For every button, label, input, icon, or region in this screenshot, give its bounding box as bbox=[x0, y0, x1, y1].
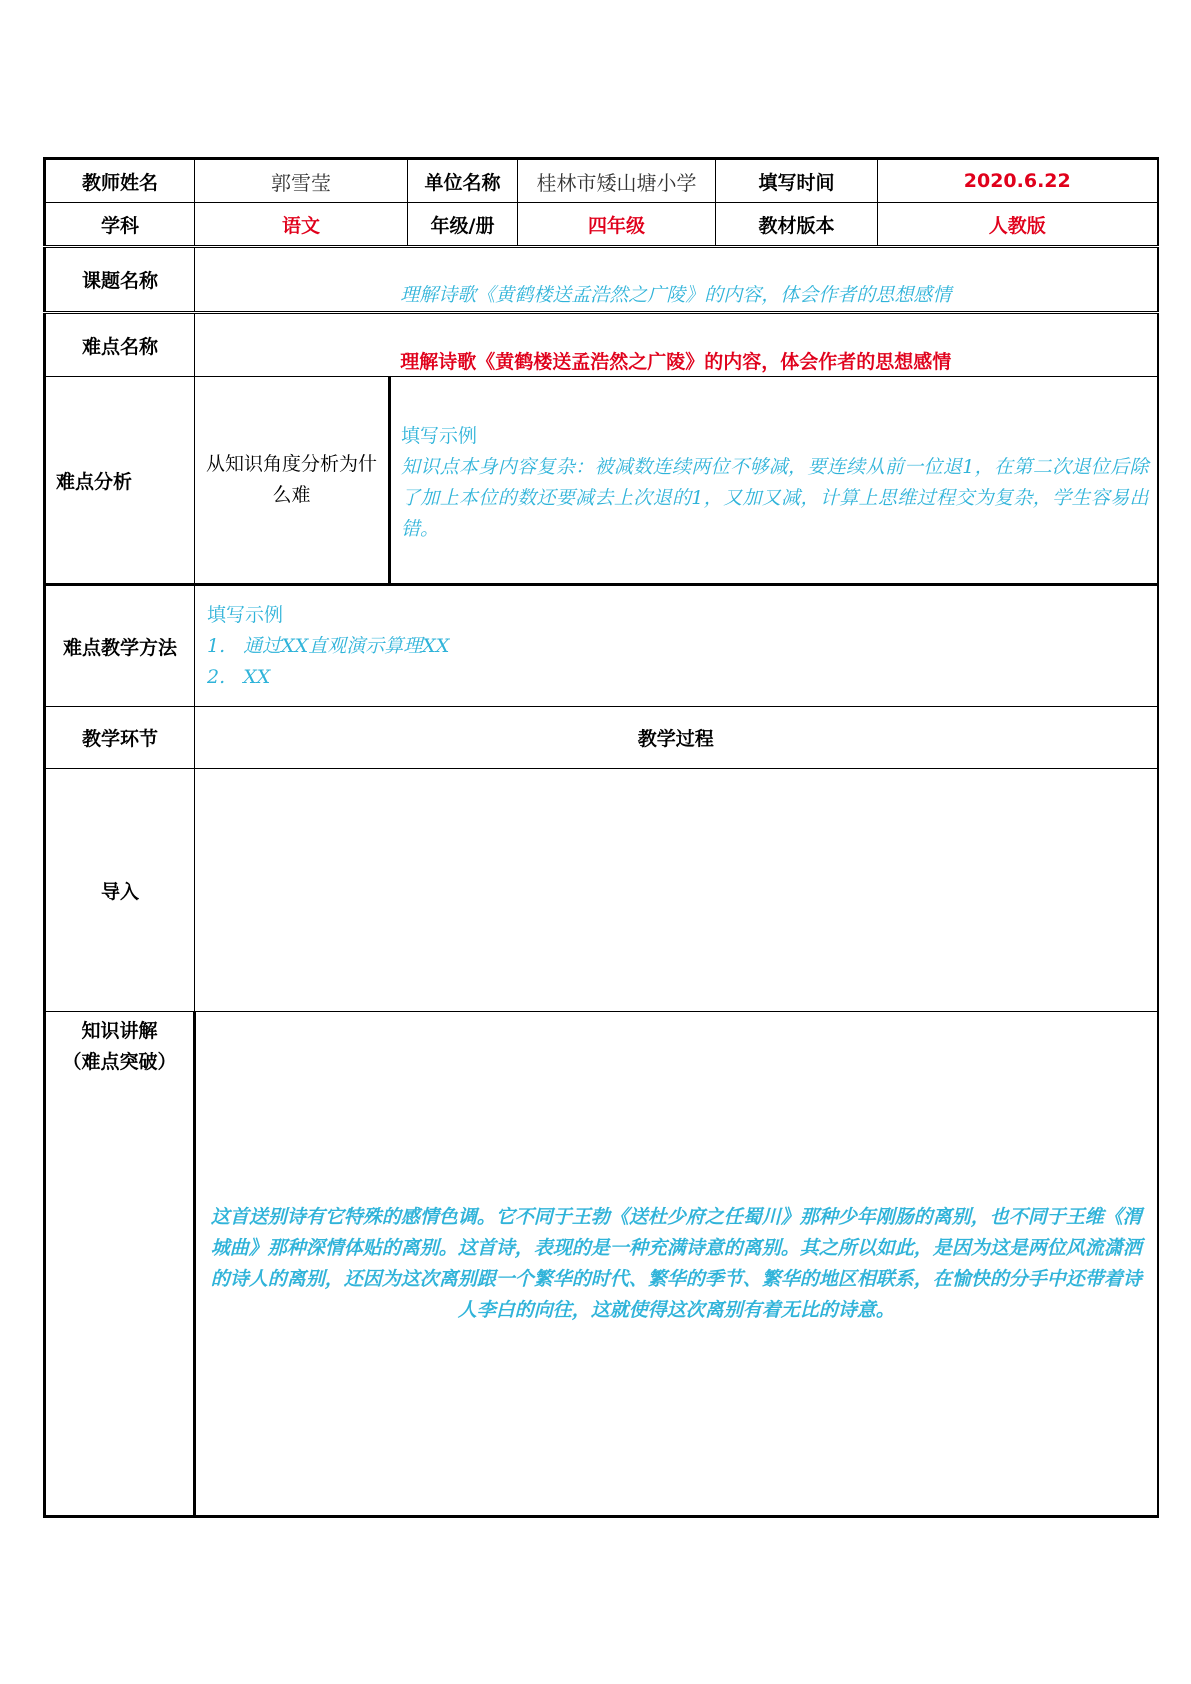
knowledge-content bbox=[195, 1012, 1158, 1517]
method-item-1: 1. 通过XX直观演示算理XX bbox=[207, 635, 450, 657]
grade-label: 年级/册 bbox=[408, 203, 518, 247]
subject-value: 语文 bbox=[195, 203, 408, 247]
intro-content bbox=[195, 769, 1158, 1012]
edition-label: 教材版本 bbox=[716, 203, 878, 247]
lesson-plan-table bbox=[43, 157, 1159, 1518]
knowledge-text: 这首送别诗有它特殊的感情色调。它不同于王勃《送杜少府之任蜀川》那种少年刚肠的离别，也不同于王维《渭城曲》那种深情体贴的离别。这首诗，表现的是一种充满诗意的离别。其之所以如此，是因为这是两位风流潇洒的诗人的离别，还因为这次离别跟一个繁华的时代、繁华的季节、繁华的地区相联系，在愉快的分手中还带着诗人李白的向往，这就使得这次离别有着无比的诗意。 bbox=[210, 1206, 1142, 1321]
grade-value: 四年级 bbox=[518, 203, 716, 247]
knowledge-sub-label: （难点突破） bbox=[62, 1051, 177, 1073]
difficulty-value: 理解诗歌《黄鹤楼送孟浩然之广陵》的内容，体会作者的思想感情 bbox=[195, 313, 1158, 377]
fill-date-label: 填写时间 bbox=[716, 159, 878, 203]
method-item-2: 2. XX bbox=[207, 666, 271, 688]
teacher-name-value: 郭雪莹 bbox=[195, 159, 408, 203]
edition-value: 人教版 bbox=[878, 203, 1158, 247]
method-example-title: 填写示例 bbox=[207, 604, 284, 626]
intro-label: 导入 bbox=[45, 769, 195, 1012]
analysis-content bbox=[390, 377, 1158, 585]
fill-date-value: 2020.6.22 bbox=[878, 159, 1158, 203]
subject-label: 学科 bbox=[45, 203, 195, 247]
method-label: 难点教学方法 bbox=[45, 585, 195, 707]
analysis-example-text: 知识点本身内容复杂：被减数连续两位不够减，要连续从前一位退1，在第二次退位后除了加上本位的数还要减去上次退的1，又加又减，计算上思维过程交为复杂，学生容易出错。 bbox=[401, 456, 1149, 540]
analysis-example-title: 填写示例 bbox=[401, 425, 478, 447]
analysis-sub-label: 从知识角度分析为什么难 bbox=[205, 453, 377, 506]
topic-label: 课题名称 bbox=[45, 247, 195, 313]
unit-name-label: 单位名称 bbox=[408, 159, 518, 203]
knowledge-label: 知识讲解 bbox=[81, 1020, 158, 1042]
analysis-label: 难点分析 bbox=[45, 377, 195, 585]
stage-label: 教学环节 bbox=[45, 707, 195, 769]
analysis-sub-label-cell bbox=[195, 377, 390, 585]
teacher-name-label: 教师姓名 bbox=[45, 159, 195, 203]
method-content bbox=[195, 585, 1158, 707]
knowledge-label-cell bbox=[45, 1012, 195, 1517]
process-label: 教学过程 bbox=[195, 707, 1158, 769]
topic-value: 理解诗歌《黄鹤楼送孟浩然之广陵》的内容，体会作者的思想感情 bbox=[195, 247, 1158, 313]
unit-name-value: 桂林市矮山塘小学 bbox=[518, 159, 716, 203]
difficulty-label: 难点名称 bbox=[45, 313, 195, 377]
